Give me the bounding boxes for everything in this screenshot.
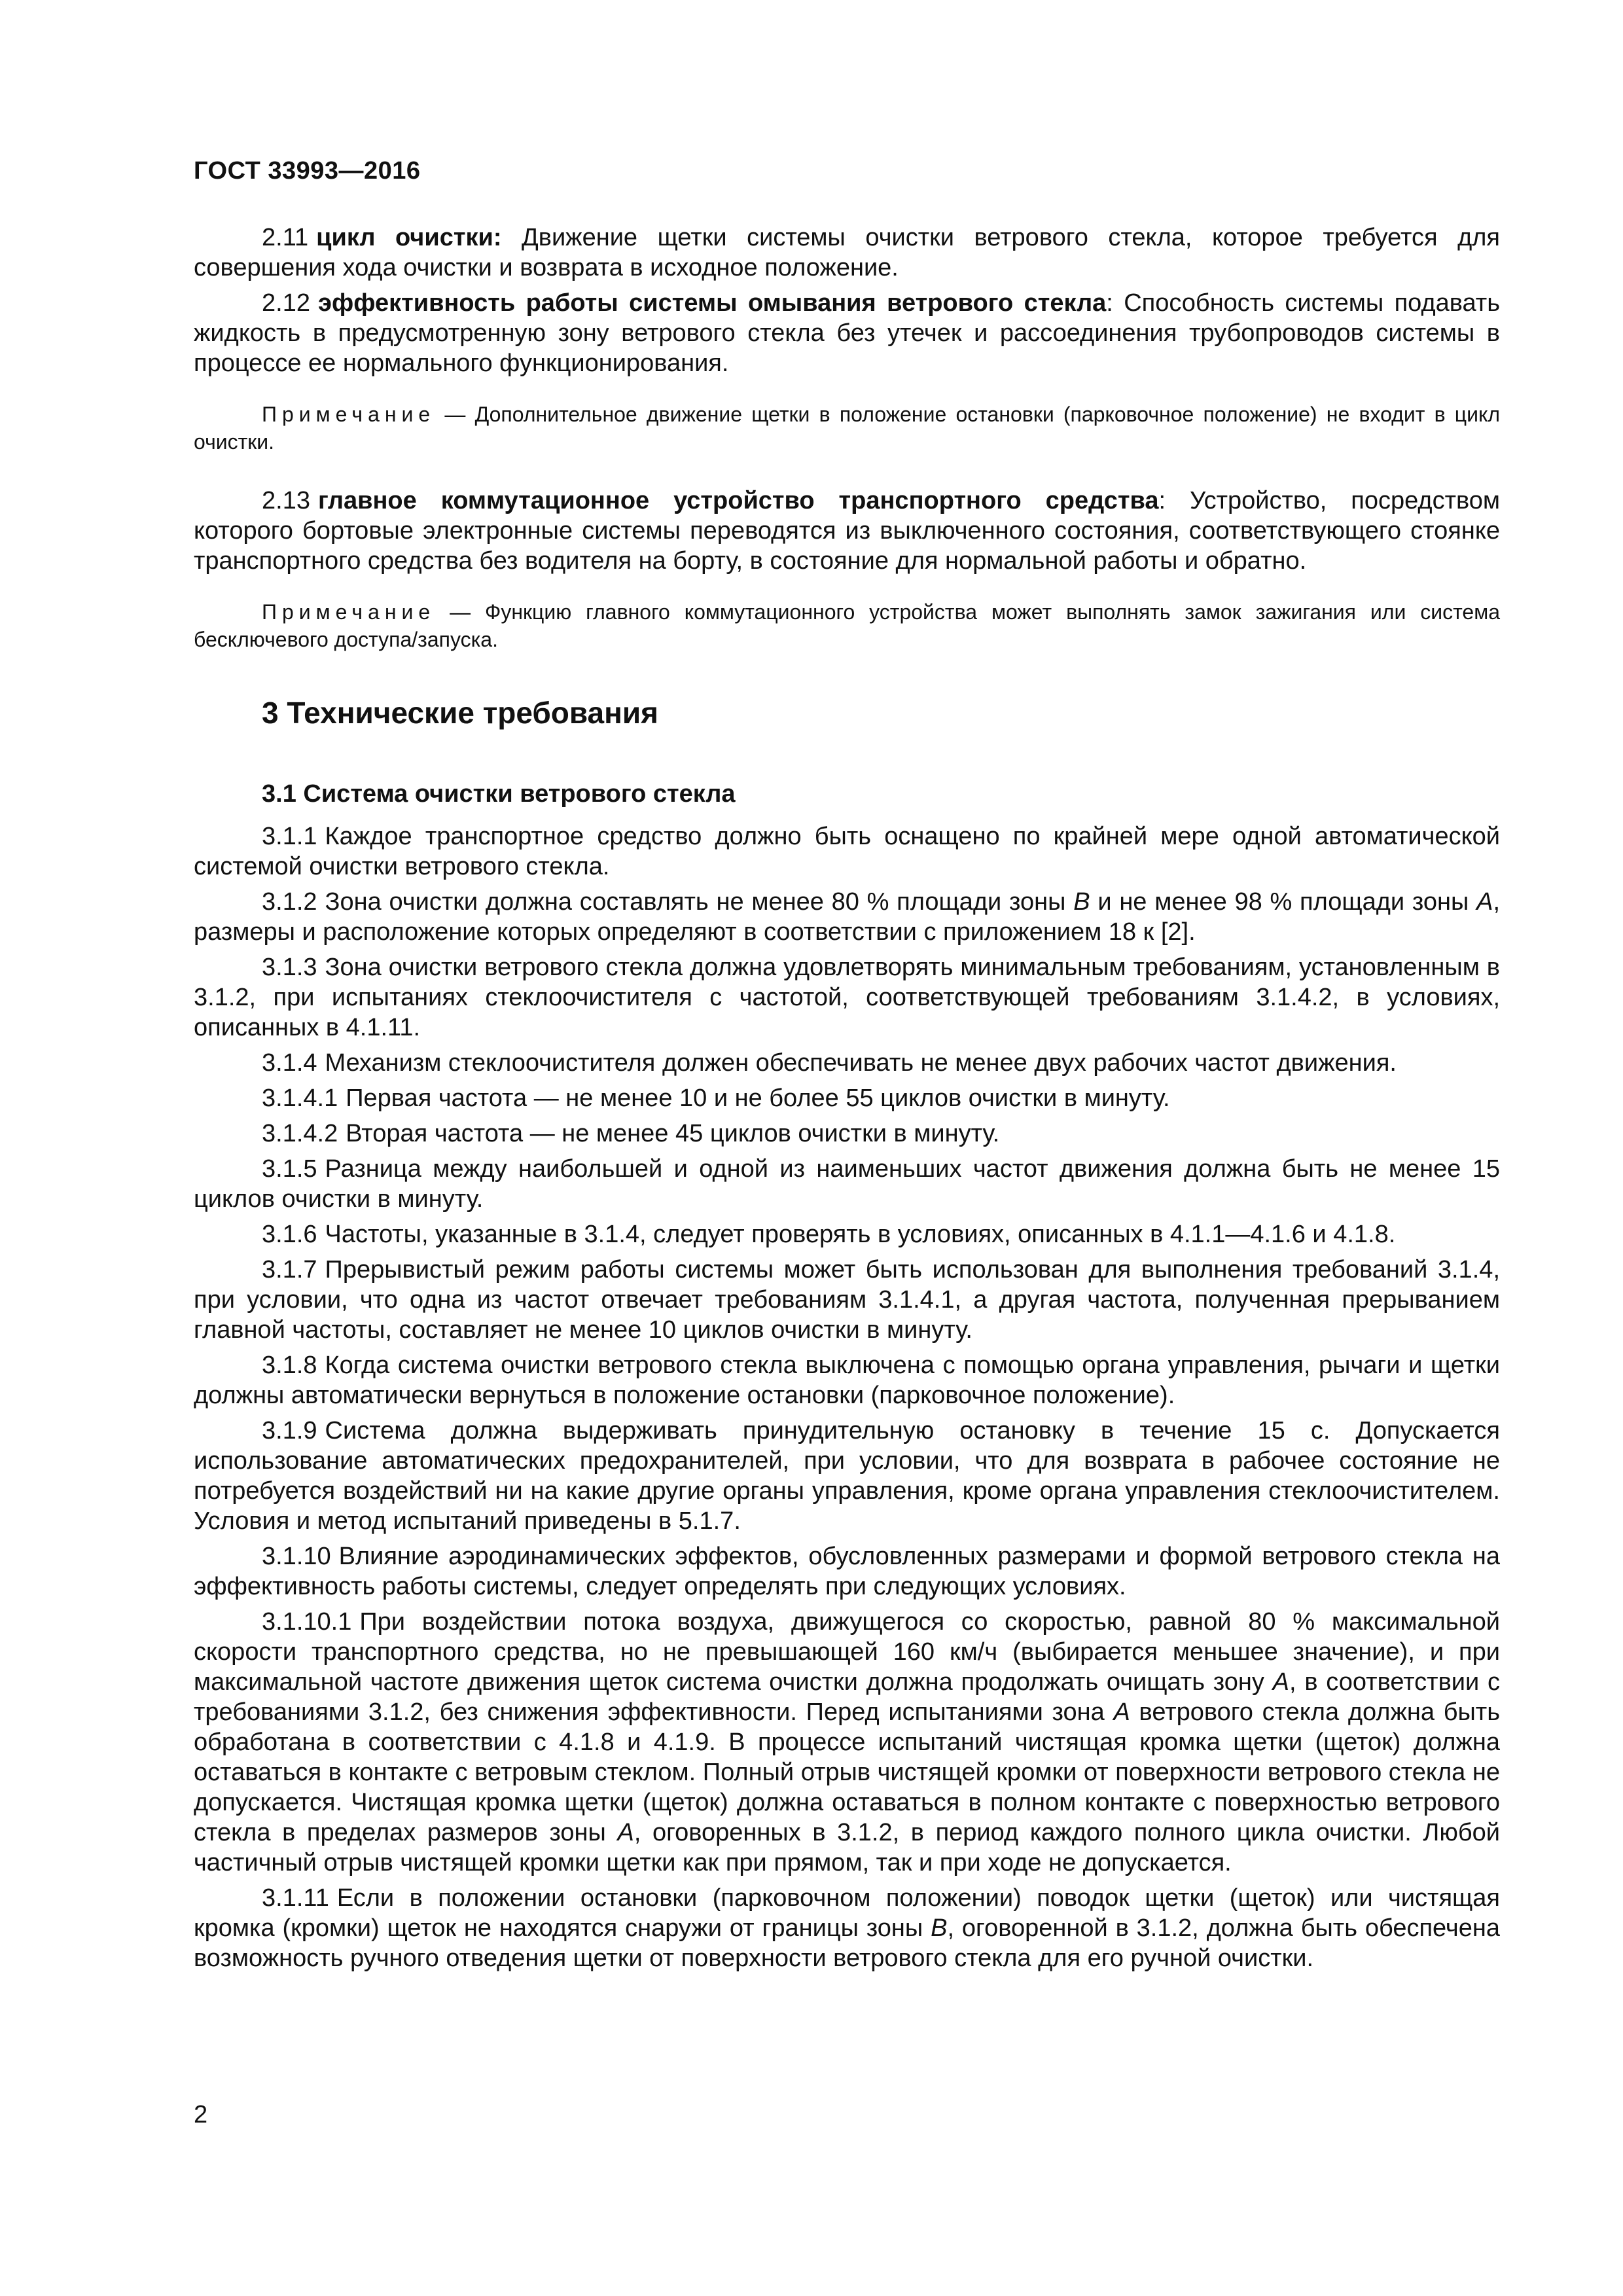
note-label: Примечание (262, 600, 436, 624)
paragraph-3-1-2 (194, 887, 1500, 947)
clause-number: 3.1.10 (262, 1543, 331, 1570)
paragraph-3-1-11 (194, 1883, 1500, 1973)
paragraph-2-11 (194, 223, 1500, 283)
clause-text: , оговоренной в 3.1.2, должна быть обеспечена возможность ручного отведения щетки от поверхности ветрового стекла для его ручной очистки. (194, 1914, 1500, 1972)
paragraph-3-1-6 (194, 1219, 1500, 1249)
clause-text: Первая частота — не менее 10 и не более 55 циклов очистки в минуту. (346, 1085, 1170, 1112)
clause-text: , размеры и расположение которых определяют в соответствии с приложением 18 к [2]. (194, 888, 1500, 946)
page-number: 2 (194, 2101, 208, 2128)
clause-number: 2.12 (262, 289, 310, 317)
note-1 (194, 401, 1500, 456)
zone-label: A (1113, 1698, 1130, 1726)
paragraph-3-1-1 (194, 821, 1500, 882)
section-heading-3: 3 Технические требования (262, 696, 658, 730)
paragraph-2-12 (194, 288, 1500, 378)
clause-text: Прерывистый режим работы системы может быть использован для выполнения требований 3.1.4, при условии, что одна из частот отвечает требованиям 3.1.4.1, а другая частота, полученная прерыванием главной частоты, составляет не менее 10 циклов очистки в минуту. (194, 1256, 1500, 1344)
definition-text: Движение щетки системы очистки ветрового стекла, которое требуется для совершения хода очистки и возврата в исходное положение. (194, 224, 1500, 281)
clause-number: 3.1.8 (262, 1352, 317, 1379)
clause-number: 3.1.11 (262, 1884, 329, 1912)
paragraph-3-1-5 (194, 1154, 1500, 1214)
paragraph-3-1-10-1 (194, 1607, 1500, 1878)
clause-text: , в соответствии с требованиями 3.1.2, без снижения эффективности. Перед испытаниями зона (194, 1668, 1500, 1726)
clause-text: Влияние аэродинамических эффектов, обусловленных размерами и формой ветрового стекла на эффективность работы системы, следует определять при следующих условиях. (194, 1543, 1500, 1600)
subsection-heading-3-1: 3.1 Система очистки ветрового стекла (262, 780, 736, 808)
clause-number: 3.1.3 (262, 954, 317, 981)
clause-number: 2.13 (262, 487, 310, 514)
note-2 (194, 598, 1500, 653)
clause-text: При воздействии потока воздуха, движущегося со скоростью, равной 80 % максимальной скорости транспортного средства, но не превышающей 160 км/ч (выбирается меньшее значение), и при максимальной частоте движения щеток система очистки должна продолжать очищать зону (194, 1608, 1500, 1696)
paragraph-3-1-4-1 (194, 1083, 1500, 1113)
clause-number: 2.11 (262, 224, 309, 251)
note-label: Примечание (262, 403, 436, 426)
clause-number: 3.1.2 (262, 888, 317, 916)
clause-text: Система должна выдерживать принудительную остановку в течение 15 с. Допускается использование автоматических предохранителей, при условии, что для возврата в рабочее состояние не потребуется воздействий ни на какие другие органы управления, кроме органа управления стеклоочистителем. Условия и метод испытаний приведены в 5.1.7. (194, 1417, 1500, 1535)
clause-number: 3.1.4 (262, 1049, 317, 1077)
clause-text: Разница между наибольшей и одной из наименьших частот движения должна быть не менее 15 циклов очистки в минуту. (194, 1155, 1500, 1213)
clause-text: Зона очистки должна составлять не менее 80 % площади зоны (325, 888, 1074, 916)
clause-number: 3.1.4.1 (262, 1085, 338, 1112)
zone-label: B (931, 1914, 948, 1942)
note-text: — Дополнительное движение щетки в положение остановки (парковочное положение) не входит в цикл очистки. (194, 403, 1500, 454)
note-text: — Функцию главного коммутационного устройства может выполнять замок зажигания или система бесключевого доступа/запуска. (194, 600, 1500, 651)
clause-text: ветрового стекла должна быть обработана в соответствии с 4.1.8 и 4.1.9. В процессе испытаний чистящая кромка щетки (щеток) должна оставаться в контакте с ветровым стеклом. Полный отрыв чистящей кромки от поверхности ветрового стекла не допускается. Чистящая кромка щетки (щеток) должна оставаться в полном контакте с поверхностью ветрового стекла в пределах размеров зоны (194, 1698, 1500, 1846)
clause-text: Вторая частота — не менее 45 циклов очистки в минуту. (346, 1120, 1000, 1147)
clause-text: Механизм стеклоочистителя должен обеспечивать не менее двух рабочих частот движения. (325, 1049, 1397, 1077)
paragraph-3-1-4-2 (194, 1119, 1500, 1149)
paragraph-3-1-9 (194, 1416, 1500, 1536)
clause-text: Когда система очистки ветрового стекла выключена с помощью органа управления, рычаги и щетки должны автоматически вернуться в положение остановки (парковочное положение). (194, 1352, 1500, 1409)
page-content (194, 223, 1500, 1979)
clause-number: 3.1.10.1 (262, 1608, 352, 1636)
clause-number: 3.1.7 (262, 1256, 317, 1283)
term: эффективность работы системы омывания ветрового стекла (317, 289, 1107, 317)
clause-number: 3.1.1 (262, 823, 317, 850)
clause-text: Частоты, указанные в 3.1.4, следует проверять в условиях, описанных в 4.1.1—4.1.6 и 4.1.8. (325, 1221, 1396, 1248)
paragraph-3-1-7 (194, 1255, 1500, 1345)
document-id-header: ГОСТ 33993—2016 (194, 157, 421, 185)
clause-text: , оговоренных в 3.1.2, в период каждого полного цикла очистки. Любой частичный отрыв чистящей кромки щетки как при прямом, так и при ходе не допускается. (194, 1819, 1500, 1876)
paragraph-3-1-3 (194, 952, 1500, 1043)
clause-number: 3.1.4.2 (262, 1120, 338, 1147)
clause-number: 3.1.9 (262, 1417, 317, 1444)
paragraph-3-1-4 (194, 1048, 1500, 1078)
definition-text: : Устройство, посредством которого бортовые электронные системы переводятся из выключенного состояния, соответствующего стоянке транспортного средства без водителя на борту, в состояние для нормальной работы и обратно. (194, 487, 1500, 575)
term: главное коммутационное устройство транспортного средства (317, 487, 1159, 514)
zone-label: B (1073, 888, 1090, 916)
zone-label: A (617, 1819, 634, 1846)
zone-label: A (1476, 888, 1493, 916)
paragraph-3-1-10 (194, 1541, 1500, 1602)
clause-number: 3.1.6 (262, 1221, 317, 1248)
clause-text: Каждое транспортное средство должно быть оснащено по крайней мере одной автоматической системой очистки ветрового стекла. (194, 823, 1500, 880)
zone-label: A (1272, 1668, 1290, 1696)
paragraph-2-13 (194, 486, 1500, 576)
definition-text: : Способность системы подавать жидкость в предусмотренную зону ветрового стекла без утечек и рассоединения трубопроводов системы в процессе ее нормального функционирования. (194, 289, 1501, 377)
clause-number: 3.1.5 (262, 1155, 317, 1183)
clause-text: и не менее 98 % площади зоны (1090, 888, 1477, 916)
clause-text: Зона очистки ветрового стекла должна удовлетворять минимальным требованиям, установленным в 3.1.2, при испытаниях стеклоочистителя с частотой, соответствующей требованиям 3.1.4.2, в условиях, описанных в 4.1.11. (194, 954, 1500, 1041)
clause-text: Если в положении остановки (парковочном положении) поводок щетки (щеток) или чистящая кромка (кромки) щеток не находятся снаружи от границы зоны (194, 1884, 1500, 1942)
term: цикл очистки: (316, 224, 502, 251)
paragraph-3-1-8 (194, 1350, 1500, 1410)
